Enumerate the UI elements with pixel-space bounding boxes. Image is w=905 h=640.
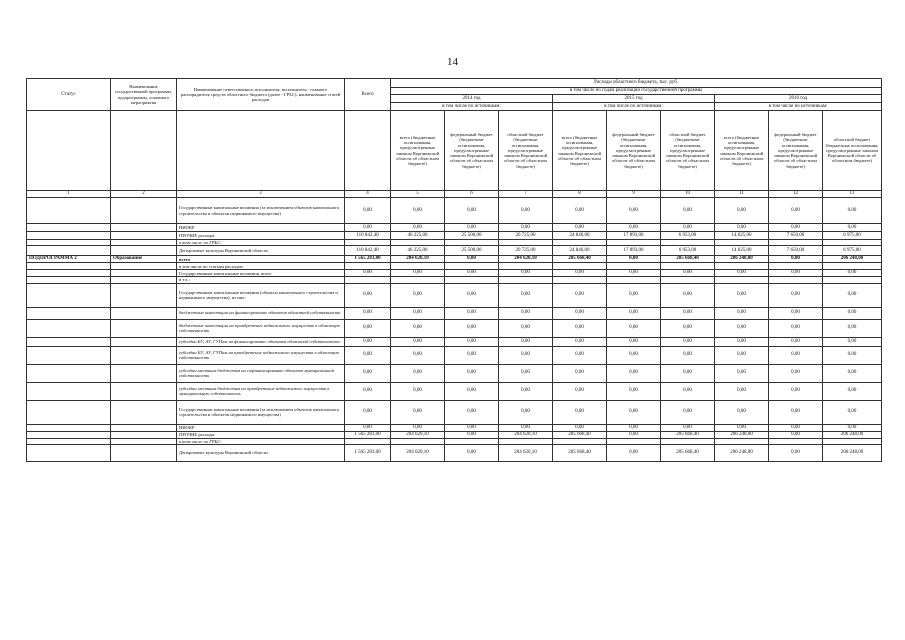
table-row xyxy=(27,346,882,364)
row-value xyxy=(607,263,661,270)
row-value: 0,00 xyxy=(823,307,882,319)
header-expenses: Расходы областного бюджета, тыс. руб. xyxy=(391,79,882,88)
header-total: Всего xyxy=(345,79,391,111)
row-program xyxy=(111,232,177,240)
row-value xyxy=(823,263,882,270)
row-value: 6 975,00 xyxy=(823,232,882,240)
row-value: 0,00 xyxy=(661,346,715,364)
row-program xyxy=(111,224,177,232)
column-number: 11 xyxy=(715,191,769,198)
row-value: 24 846,00 xyxy=(553,246,607,256)
row-value: 204 620,10 xyxy=(499,431,553,438)
row-value xyxy=(715,263,769,270)
column-number: 7 xyxy=(499,191,553,198)
row-value: 0,00 xyxy=(499,224,553,232)
row-program xyxy=(111,444,177,461)
row-value: 0,00 xyxy=(769,400,823,424)
row-value: 20 725,00 xyxy=(499,232,553,240)
row-value: 1 565 283,00 xyxy=(345,431,391,438)
row-value: 7 650,00 xyxy=(769,232,823,240)
column-number: 6 xyxy=(445,191,499,198)
row-value: 0,00 xyxy=(345,382,391,400)
row-status xyxy=(27,270,111,277)
header-src-federal-2016: федеральный бюджет (бюджетные ассигнования, предусмотренные законом Воронежской области об областном бюджете) xyxy=(769,111,823,191)
row-value: 205 668,40 xyxy=(661,444,715,461)
row-value: 0,00 xyxy=(499,424,553,431)
row-value: 14 625,00 xyxy=(715,246,769,256)
row-value: 0,00 xyxy=(345,319,391,337)
row-value: 25 500,00 xyxy=(445,232,499,240)
column-number: 10 xyxy=(661,191,715,198)
row-value: 0,00 xyxy=(661,337,715,346)
column-number: 5 xyxy=(391,191,445,198)
row-value: 110 842,40 xyxy=(345,232,391,240)
row-label: в том числе по статьям расходов: xyxy=(177,263,345,270)
row-value: 0,00 xyxy=(391,382,445,400)
row-program xyxy=(111,198,177,224)
row-status xyxy=(27,364,111,382)
row-status xyxy=(27,346,111,364)
row-value: 0,00 xyxy=(607,307,661,319)
row-value: 0,00 xyxy=(445,424,499,431)
row-value xyxy=(445,263,499,270)
row-value: 0,00 xyxy=(553,424,607,431)
row-label: бюджетные инвестиции на финансирование объектов областной собственности xyxy=(177,307,345,319)
table-row xyxy=(27,337,882,346)
row-value: 0,00 xyxy=(553,224,607,232)
row-value: 0,00 xyxy=(345,224,391,232)
row-value: 0,00 xyxy=(607,400,661,424)
row-value: 17 893,00 xyxy=(607,232,661,240)
column-number: 1 xyxy=(27,191,111,198)
row-value: 0,00 xyxy=(607,346,661,364)
row-value: 206 248,00 xyxy=(823,444,882,461)
header-status: Статус xyxy=(27,79,111,111)
row-value: 0,00 xyxy=(769,319,823,337)
row-value: 0,00 xyxy=(445,198,499,224)
row-value xyxy=(769,263,823,270)
row-value: 0,00 xyxy=(345,283,391,307)
row-label: в том числе по ГРБС: xyxy=(177,240,345,246)
row-value xyxy=(345,263,391,270)
row-value: 0,00 xyxy=(823,337,882,346)
row-value: 0,00 xyxy=(553,283,607,307)
row-value: 0,00 xyxy=(391,337,445,346)
row-value: 0,00 xyxy=(345,337,391,346)
row-value: 0,00 xyxy=(607,319,661,337)
row-value: 1 565 283,00 xyxy=(345,444,391,461)
row-value: 0,00 xyxy=(499,337,553,346)
row-value: 0,00 xyxy=(769,424,823,431)
header-year-2015: 2015 год xyxy=(553,95,715,103)
row-value: 0,00 xyxy=(445,270,499,277)
header-src-federal-2014: федеральный бюджет (бюджетные ассигнования, предусмотренные законом Воронежской области об областном бюджете) xyxy=(445,111,499,191)
row-value: 0,00 xyxy=(445,400,499,424)
row-value: 0,00 xyxy=(607,424,661,431)
row-value: 0,00 xyxy=(345,424,391,431)
row-value: 206 248,00 xyxy=(823,256,882,263)
header-program: Наименование государственной программы, подпрограммы, основного мероприятия xyxy=(111,79,177,111)
row-value: 0,00 xyxy=(445,224,499,232)
table-row xyxy=(27,307,882,319)
row-value: 0,00 xyxy=(715,319,769,337)
row-status xyxy=(27,232,111,240)
row-value: 0,00 xyxy=(769,364,823,382)
row-value: 0,00 xyxy=(499,283,553,307)
row-value: 0,00 xyxy=(445,364,499,382)
column-number: 8 xyxy=(553,191,607,198)
row-value xyxy=(553,263,607,270)
row-value: 0,00 xyxy=(607,198,661,224)
column-numbers-row xyxy=(27,191,882,198)
row-value: 0,00 xyxy=(445,307,499,319)
row-value: 0,00 xyxy=(715,424,769,431)
row-value: 0,00 xyxy=(769,444,823,461)
row-value: 0,00 xyxy=(391,307,445,319)
row-value: 0,00 xyxy=(345,270,391,277)
row-value: 20 725,00 xyxy=(499,246,553,256)
row-value: 0,00 xyxy=(607,270,661,277)
row-value: 0,00 xyxy=(391,346,445,364)
row-value: 0,00 xyxy=(661,283,715,307)
row-value: 206 248,00 xyxy=(715,444,769,461)
row-value: 0,00 xyxy=(769,382,823,400)
row-value: 0,00 xyxy=(607,224,661,232)
row-value: 0,00 xyxy=(715,364,769,382)
row-value: 0,00 xyxy=(445,444,499,461)
row-value: 0,00 xyxy=(769,346,823,364)
row-status xyxy=(27,283,111,307)
row-value: 0,00 xyxy=(769,224,823,232)
row-program xyxy=(111,263,177,270)
row-program xyxy=(111,424,177,431)
row-status xyxy=(27,198,111,224)
row-value: 0,00 xyxy=(769,307,823,319)
table-row xyxy=(27,382,882,400)
row-value: 0,00 xyxy=(553,307,607,319)
row-value: 0,00 xyxy=(715,307,769,319)
row-value: 205 668,40 xyxy=(553,431,607,438)
table-row xyxy=(27,424,882,431)
row-value: 0,00 xyxy=(715,224,769,232)
header-src-total-2014: всего (бюджетные ассигнования, предусмотренные законом Воронежской области об областном бюджете) xyxy=(391,111,445,191)
header-src-total-2015: всего (бюджетные ассигнования, предусмотренные законом Воронежской области об областном бюджете) xyxy=(553,111,607,191)
column-number: 2 xyxy=(111,191,177,198)
row-status xyxy=(27,444,111,461)
row-value: 204 620,10 xyxy=(391,256,445,263)
row-value: 0,00 xyxy=(715,346,769,364)
row-value: 0,00 xyxy=(823,319,882,337)
row-value xyxy=(661,263,715,270)
row-label: Департамент культуры Воронежской области xyxy=(177,444,345,461)
row-label: субсидии местным бюджетам на софинансирование объектов муниципальной собственности xyxy=(177,364,345,382)
row-value: 0,00 xyxy=(553,382,607,400)
row-value: 0,00 xyxy=(715,382,769,400)
row-value: 24 846,00 xyxy=(553,232,607,240)
header-src-federal-2015: федеральный бюджет (бюджетные ассигнования, предусмотренные законом Воронежской области об областном бюджете) xyxy=(607,111,661,191)
column-number: 13 xyxy=(823,191,882,198)
row-value: 0,00 xyxy=(553,198,607,224)
row-value: 0,00 xyxy=(553,337,607,346)
row-value: 0,00 xyxy=(553,364,607,382)
row-program xyxy=(111,307,177,319)
row-value: 0,00 xyxy=(715,283,769,307)
row-value: 17 893,00 xyxy=(607,246,661,256)
row-value: 0,00 xyxy=(391,224,445,232)
row-value: 0,00 xyxy=(499,307,553,319)
row-value: 0,00 xyxy=(607,256,661,263)
row-value: 0,00 xyxy=(499,198,553,224)
table-row xyxy=(27,224,882,232)
row-value: 0,00 xyxy=(391,270,445,277)
row-status xyxy=(27,246,111,256)
row-value: 0,00 xyxy=(445,431,499,438)
table-row xyxy=(27,283,882,307)
row-value: 0,00 xyxy=(607,364,661,382)
row-value: 0,00 xyxy=(661,198,715,224)
row-label: бюджетные инвестиции на приобретение недвижимого имущества в областную собственность xyxy=(177,319,345,337)
row-program xyxy=(111,400,177,424)
row-value: 0,00 xyxy=(553,319,607,337)
row-status xyxy=(27,382,111,400)
row-label: Государственные капитальные вложения (за исключением объектов капитального строительства и объектов недвижимого имущества) xyxy=(177,400,345,424)
row-status xyxy=(27,424,111,431)
row-value: 7 650,00 xyxy=(769,246,823,256)
row-value: 0,00 xyxy=(661,307,715,319)
row-value: 46 225,00 xyxy=(391,232,445,240)
row-label: в том числе по ГРБС: xyxy=(177,438,345,444)
table-body xyxy=(27,198,882,462)
row-value: 0,00 xyxy=(391,319,445,337)
row-value: 204 620,10 xyxy=(499,444,553,461)
row-value: 0,00 xyxy=(499,400,553,424)
row-value: 0,00 xyxy=(823,364,882,382)
header-by-years: в том числе по годам реализации государственной программы xyxy=(391,88,882,95)
row-value: 0,00 xyxy=(823,424,882,431)
table-row xyxy=(27,246,882,256)
row-value: 0,00 xyxy=(769,270,823,277)
row-program xyxy=(111,246,177,256)
row-value: 205 668,40 xyxy=(661,256,715,263)
row-label: субсидии БУ, АУ, ГУПам на финансирование объектов областной собственности xyxy=(177,337,345,346)
row-value: 0,00 xyxy=(553,400,607,424)
row-value: 204 620,10 xyxy=(499,256,553,263)
row-value: 204 620,10 xyxy=(391,431,445,438)
row-program xyxy=(111,319,177,337)
row-value: 0,00 xyxy=(715,270,769,277)
row-status: ПОДПРОГРАММА 2 xyxy=(27,256,111,263)
header-sources-2016: в том числе по источникам: xyxy=(715,103,882,111)
row-value: 0,00 xyxy=(661,400,715,424)
header-sources-2014: в том числе по источникам: xyxy=(391,103,553,111)
row-value: 0,00 xyxy=(661,424,715,431)
row-program: Образование xyxy=(111,256,177,263)
row-label: НИОКР xyxy=(177,424,345,431)
row-value: 6 953,00 xyxy=(661,246,715,256)
row-value: 0,00 xyxy=(769,337,823,346)
row-value: 0,00 xyxy=(345,400,391,424)
row-label: всего xyxy=(177,256,345,263)
row-program xyxy=(111,283,177,307)
row-value: 0,00 xyxy=(715,400,769,424)
row-value: 0,00 xyxy=(499,382,553,400)
header-executor: Наименование ответственного исполнителя, исполнителя - главного распорядителя средств областного бюджета (далее - ГРБС), наименование статей расходов xyxy=(177,79,345,111)
row-value: 0,00 xyxy=(345,198,391,224)
row-value: 205 668,40 xyxy=(661,431,715,438)
table-row xyxy=(27,319,882,337)
row-value: 0,00 xyxy=(445,256,499,263)
row-label: Государственные капитальные вложения (объекты капитального строительства и недвижимого имущества), из них: xyxy=(177,283,345,307)
row-value: 0,00 xyxy=(445,346,499,364)
row-value: 6 953,00 xyxy=(661,232,715,240)
row-value: 0,00 xyxy=(823,283,882,307)
row-value: 206 248,00 xyxy=(715,431,769,438)
header-src-regional-2016: областной бюджет (бюджетные ассигнования, предусмотренные законом Воронежской области об областном бюджете) xyxy=(823,111,882,191)
row-value: 205 668,40 xyxy=(553,256,607,263)
row-status xyxy=(27,400,111,424)
row-value: 0,00 xyxy=(823,270,882,277)
row-value: 0,00 xyxy=(769,283,823,307)
row-value: 0,00 xyxy=(391,400,445,424)
row-value: 0,00 xyxy=(823,400,882,424)
row-value: 0,00 xyxy=(391,364,445,382)
row-value: 206 248,00 xyxy=(823,431,882,438)
row-value: 0,00 xyxy=(345,346,391,364)
row-value: 25 500,00 xyxy=(445,246,499,256)
expenses-table xyxy=(26,78,882,462)
row-value: 0,00 xyxy=(445,319,499,337)
header-src-total-2016: всего (бюджетные ассигнования, предусмотренные законом Воронежской области об областном бюджете) xyxy=(715,111,769,191)
row-value: 0,00 xyxy=(661,319,715,337)
row-status xyxy=(27,319,111,337)
row-value xyxy=(499,263,553,270)
page-number: 14 xyxy=(447,56,458,68)
row-value: 0,00 xyxy=(607,431,661,438)
row-value: 0,00 xyxy=(769,256,823,263)
row-program xyxy=(111,382,177,400)
row-label: НИОКР xyxy=(177,224,345,232)
header-year-2014: 2014 год xyxy=(391,95,553,103)
row-value: 0,00 xyxy=(661,382,715,400)
row-value: 0,00 xyxy=(345,364,391,382)
row-value: 0,00 xyxy=(391,424,445,431)
row-label: ПРОЧИЕ расходы xyxy=(177,232,345,240)
row-value: 204 620,10 xyxy=(391,444,445,461)
row-value: 0,00 xyxy=(345,307,391,319)
row-value: 0,00 xyxy=(445,337,499,346)
row-value: 0,00 xyxy=(715,198,769,224)
row-value: 0,00 xyxy=(769,198,823,224)
row-value: 0,00 xyxy=(391,283,445,307)
table-row xyxy=(27,256,882,263)
row-status xyxy=(27,307,111,319)
row-value: 0,00 xyxy=(661,270,715,277)
table-row xyxy=(27,444,882,461)
row-value: 0,00 xyxy=(661,364,715,382)
column-number: 12 xyxy=(769,191,823,198)
table-row xyxy=(27,232,882,240)
row-value: 0,00 xyxy=(769,431,823,438)
header-src-regional-2014: областной бюджет (бюджетные ассигнования, предусмотренные законом Воронежской области об областном бюджете) xyxy=(499,111,553,191)
row-value: 0,00 xyxy=(445,382,499,400)
row-program xyxy=(111,364,177,382)
row-value: 0,00 xyxy=(445,283,499,307)
table-row xyxy=(27,270,882,277)
row-value: 0,00 xyxy=(661,224,715,232)
row-value: 0,00 xyxy=(499,270,553,277)
row-value: 46 225,00 xyxy=(391,246,445,256)
column-number: 9 xyxy=(607,191,661,198)
row-value: 0,00 xyxy=(553,346,607,364)
row-value: 14 625,00 xyxy=(715,232,769,240)
row-program xyxy=(111,337,177,346)
row-status xyxy=(27,263,111,270)
row-value: 0,00 xyxy=(607,283,661,307)
row-label: Государственные капитальные вложения (за исключением объектов капитального строительства и объектов недвижимого имущества) xyxy=(177,198,345,224)
row-status xyxy=(27,431,111,438)
row-value: 1 565 283,00 xyxy=(345,256,391,263)
row-label: Государственные капитальные вложения, всего xyxy=(177,270,345,277)
row-program xyxy=(111,431,177,438)
table-row xyxy=(27,431,882,438)
row-value: 205 668,40 xyxy=(553,444,607,461)
row-label: субсидии местным бюджетам на приобретение недвижимого имущества в муниципальную собственность xyxy=(177,382,345,400)
row-value: 0,00 xyxy=(823,224,882,232)
row-value: 0,00 xyxy=(607,337,661,346)
column-number: 4 xyxy=(345,191,391,198)
row-program xyxy=(111,346,177,364)
row-value: 0,00 xyxy=(553,270,607,277)
row-value: 0,00 xyxy=(499,364,553,382)
row-value: 0,00 xyxy=(823,198,882,224)
row-value: 0,00 xyxy=(823,346,882,364)
table-row xyxy=(27,400,882,424)
header-year-2016: 2016 год xyxy=(715,95,882,103)
row-value: 206 248,00 xyxy=(715,256,769,263)
row-label: ПРОЧИЕ расходы xyxy=(177,431,345,438)
table-row xyxy=(27,364,882,382)
row-program xyxy=(111,270,177,277)
row-value: 6 975,00 xyxy=(823,246,882,256)
header-sources-2015: в том числе по источникам: xyxy=(553,103,715,111)
row-label: субсидии БУ, АУ, ГУПам на приобретение недвижимого имущества в областную собственность xyxy=(177,346,345,364)
table-row xyxy=(27,198,882,224)
row-label: Департамент культуры Воронежской области xyxy=(177,246,345,256)
row-value xyxy=(391,263,445,270)
row-value: 0,00 xyxy=(823,382,882,400)
row-value: 0,00 xyxy=(715,337,769,346)
table-row xyxy=(27,263,882,270)
row-value: 110 842,40 xyxy=(345,246,391,256)
row-value: 0,00 xyxy=(499,346,553,364)
row-value: 0,00 xyxy=(391,198,445,224)
row-status xyxy=(27,337,111,346)
column-number: 3 xyxy=(177,191,345,198)
row-label: в т.ч.: xyxy=(177,277,345,283)
row-value: 0,00 xyxy=(607,444,661,461)
row-value: 0,00 xyxy=(499,319,553,337)
row-value: 0,00 xyxy=(607,382,661,400)
header-src-regional-2015: областной бюджет (бюджетные ассигнования, предусмотренные законом Воронежской области об областном бюджете) xyxy=(661,111,715,191)
row-status xyxy=(27,224,111,232)
